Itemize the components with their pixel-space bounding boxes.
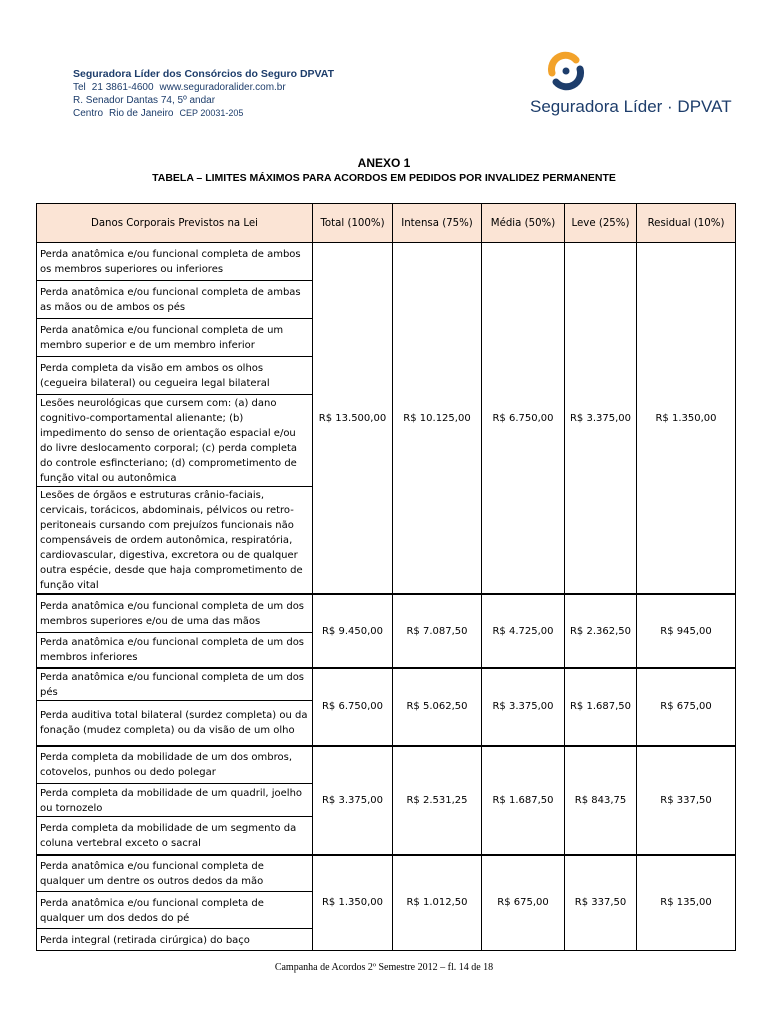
table-group [37, 746, 736, 855]
damage-description: Lesões de órgãos e estruturas crânio-faciais, cervicais, torácicos, abdominais, pélvicos ou retro-peritoneais cursando com prejuízos funcionais não compensáveis de ordem autonômica, respiratória, cardiovascular, digestiva, excretora ou de qualquer outra espécie, desde que haja comprometimento de função vital [37, 487, 313, 595]
value-light: R$ 2.362,50 [565, 594, 637, 668]
damage-description: Perda anatômica e/ou funcional completa de um dos membros superiores e/ou de uma das mãos [37, 594, 313, 632]
value-intense: R$ 2.531,25 [393, 746, 482, 855]
damage-description: Lesões neurológicas que cursem com: (a) dano cognitivo-comportamental alienante; (b) impedimento do senso de orientação espacial e/ou do livre deslocamento corporal; (c) perda completa do controle esfincteriano; (d) comprometimento de função vital ou autonômica [37, 395, 313, 487]
annex-subtitle: TABELA – LIMITES MÁXIMOS PARA ACORDOS EM PEDIDOS POR INVALIDEZ PERMANENTE [152, 172, 616, 184]
value-light: R$ 3.375,00 [565, 243, 637, 595]
company-letterhead [73, 68, 373, 120]
tel-label: Tel [73, 82, 86, 93]
page-footer: Campanha de Acordos 2º Semestre 2012 – fl. 14 de 18 [274, 962, 494, 973]
city: Rio de Janeiro [109, 108, 174, 119]
header-cell-total: Total (100%) [313, 204, 393, 243]
value-total: R$ 13.500,00 [313, 243, 393, 595]
table-row [37, 668, 736, 701]
tel-number: 21 3861-4600 [91, 82, 154, 93]
damage-description: Perda integral (retirada cirúrgica) do baço [37, 929, 313, 951]
value-medium: R$ 675,00 [482, 855, 565, 951]
value-medium: R$ 1.687,50 [482, 746, 565, 855]
damage-description: Perda auditiva total bilateral (surdez completa) ou da fonação (mudez completa) ou da visão de um olho [37, 701, 313, 746]
table-group [37, 594, 736, 668]
header-cell-light: Leve (25%) [565, 204, 637, 243]
value-residual: R$ 135,00 [637, 855, 736, 951]
value-light: R$ 337,50 [565, 855, 637, 951]
damage-description: Perda completa da mobilidade de um dos ombros, cotovelos, punhos ou dedo polegar [37, 746, 313, 784]
value-residual: R$ 337,50 [637, 746, 736, 855]
contact-line [73, 81, 373, 94]
damage-description: Perda anatômica e/ou funcional completa de ambas as mãos ou de ambos os pés [37, 281, 313, 319]
header-cell-damage: Danos Corporais Previstos na Lei [37, 204, 313, 243]
value-residual: R$ 945,00 [637, 594, 736, 668]
damage-description: Perda completa da mobilidade de um quadril, joelho ou tornozelo [37, 784, 313, 817]
logo-wordmark: Seguradora Líder · DPVAT [530, 97, 732, 116]
value-total: R$ 1.350,00 [313, 855, 393, 951]
table-row [37, 594, 736, 632]
damage-description: Perda anatômica e/ou funcional completa de qualquer um dos dedos do pé [37, 892, 313, 929]
value-medium: R$ 4.725,00 [482, 594, 565, 668]
value-light: R$ 843,75 [565, 746, 637, 855]
header-cell-intense: Intensa (75%) [393, 204, 482, 243]
limits-table [36, 203, 736, 951]
value-total: R$ 6.750,00 [313, 668, 393, 746]
value-intense: R$ 1.012,50 [393, 855, 482, 951]
cep: CEP 20031-205 [179, 108, 244, 118]
website-link[interactable]: www.seguradoralider.com.br [159, 82, 286, 93]
value-intense: R$ 5.062,50 [393, 668, 482, 746]
value-residual: R$ 675,00 [637, 668, 736, 746]
damage-description: Perda anatômica e/ou funcional completa de ambos os membros superiores ou inferiores [37, 243, 313, 281]
table-header-row [37, 204, 736, 243]
annex-title: ANEXO 1 [357, 156, 411, 170]
value-total: R$ 9.450,00 [313, 594, 393, 668]
table-row [37, 746, 736, 784]
header-cell-medium: Média (50%) [482, 204, 565, 243]
address-line: R. Senador Dantas 74, 5º andar [73, 95, 216, 106]
district: Centro [73, 108, 104, 119]
company-name: Seguradora Líder dos Consórcios do Seguro DPVAT [73, 68, 334, 80]
damage-description: Perda anatômica e/ou funcional completa de um dos membros inferiores [37, 632, 313, 668]
table-row [37, 855, 736, 892]
table-group [37, 855, 736, 951]
table-group [37, 668, 736, 746]
damage-description: Perda completa da mobilidade de um segmento da coluna vertebral exceto o sacral [37, 817, 313, 855]
damage-description: Perda anatômica e/ou funcional completa de um dos pés [37, 668, 313, 701]
value-medium: R$ 6.750,00 [482, 243, 565, 595]
value-intense: R$ 10.125,00 [393, 243, 482, 595]
city-line [73, 107, 373, 120]
value-intense: R$ 7.087,50 [393, 594, 482, 668]
value-medium: R$ 3.375,00 [482, 668, 565, 746]
damage-description: Perda anatômica e/ou funcional completa de um membro superior e de um membro inferior [37, 319, 313, 357]
damage-description: Perda anatômica e/ou funcional completa de qualquer um dentre os outros dedos da mão [37, 855, 313, 892]
company-logo-icon [546, 51, 586, 91]
value-light: R$ 1.687,50 [565, 668, 637, 746]
value-total: R$ 3.375,00 [313, 746, 393, 855]
damage-description: Perda completa da visão em ambos os olhos (cegueira bilateral) ou cegueira legal bilateral [37, 357, 313, 395]
table-group [37, 243, 736, 595]
table-row [37, 243, 736, 281]
value-residual: R$ 1.350,00 [637, 243, 736, 595]
header-cell-residual: Residual (10%) [637, 204, 736, 243]
